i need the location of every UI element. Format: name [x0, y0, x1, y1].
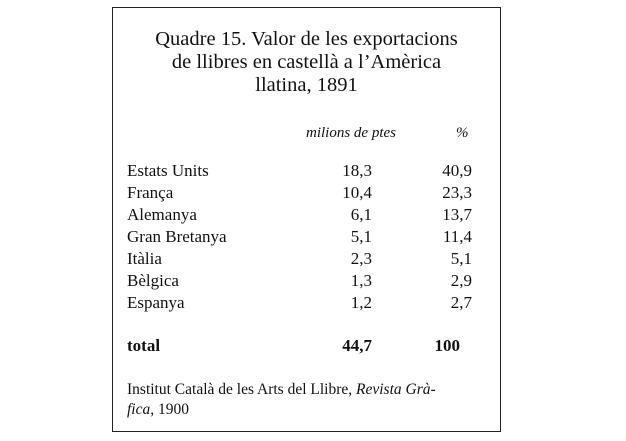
table-row: [113, 205, 500, 227]
percent-cell: 5,1: [450, 249, 472, 268]
total-row: [113, 336, 500, 358]
source-note: [127, 380, 492, 420]
table-title: [113, 28, 500, 97]
source-year: , 1900: [150, 401, 189, 418]
table-row: [113, 183, 500, 205]
table-row: [113, 161, 500, 183]
table-row: [113, 293, 500, 315]
percent-cell: 2,7: [450, 293, 472, 312]
value-cell: 1,2: [350, 293, 372, 312]
percent-cell: 40,9: [442, 161, 472, 180]
table-row: [113, 271, 500, 293]
country-name: Estats Units: [127, 161, 209, 180]
source-journal-a: Revista Grà-: [356, 381, 436, 398]
percent-cell: 13,7: [442, 205, 472, 224]
total-value: 44,7: [342, 336, 372, 355]
value-cell: 2,3: [350, 249, 372, 268]
value-cell: 18,3: [342, 161, 372, 180]
country-name: Bèlgica: [127, 271, 179, 290]
total-label: total: [127, 336, 161, 355]
column-header-value: milions de ptes: [306, 125, 396, 141]
percent-cell: 11,4: [442, 227, 472, 246]
country-name: Alemanya: [127, 205, 197, 224]
total-percent: 100: [434, 336, 460, 355]
title-line-1: Quadre 15. Valor de les exportacions: [155, 28, 458, 50]
source-journal-b: fica: [127, 401, 151, 418]
title-line-3: llatina, 1891: [255, 74, 358, 96]
title-line-2: de llibres en castellà a l’Amèrica: [171, 51, 442, 73]
table-row: [113, 249, 500, 271]
country-name: França: [127, 183, 174, 202]
value-cell: 10,4: [342, 183, 372, 202]
percent-cell: 2,9: [450, 271, 472, 290]
country-name: Gran Bretanya: [127, 227, 227, 246]
table-frame: [112, 7, 501, 432]
value-cell: 6,1: [350, 205, 372, 224]
value-cell: 5,1: [350, 227, 372, 246]
value-cell: 1,3: [350, 271, 372, 290]
column-header-percent: %: [456, 125, 469, 141]
country-name: Itàlia: [127, 249, 162, 268]
percent-cell: 23,3: [442, 183, 472, 202]
country-name: Espanya: [127, 293, 185, 312]
source-prefix: Institut Català de les Arts del Llibre,: [127, 381, 357, 398]
table-row: [113, 227, 500, 249]
